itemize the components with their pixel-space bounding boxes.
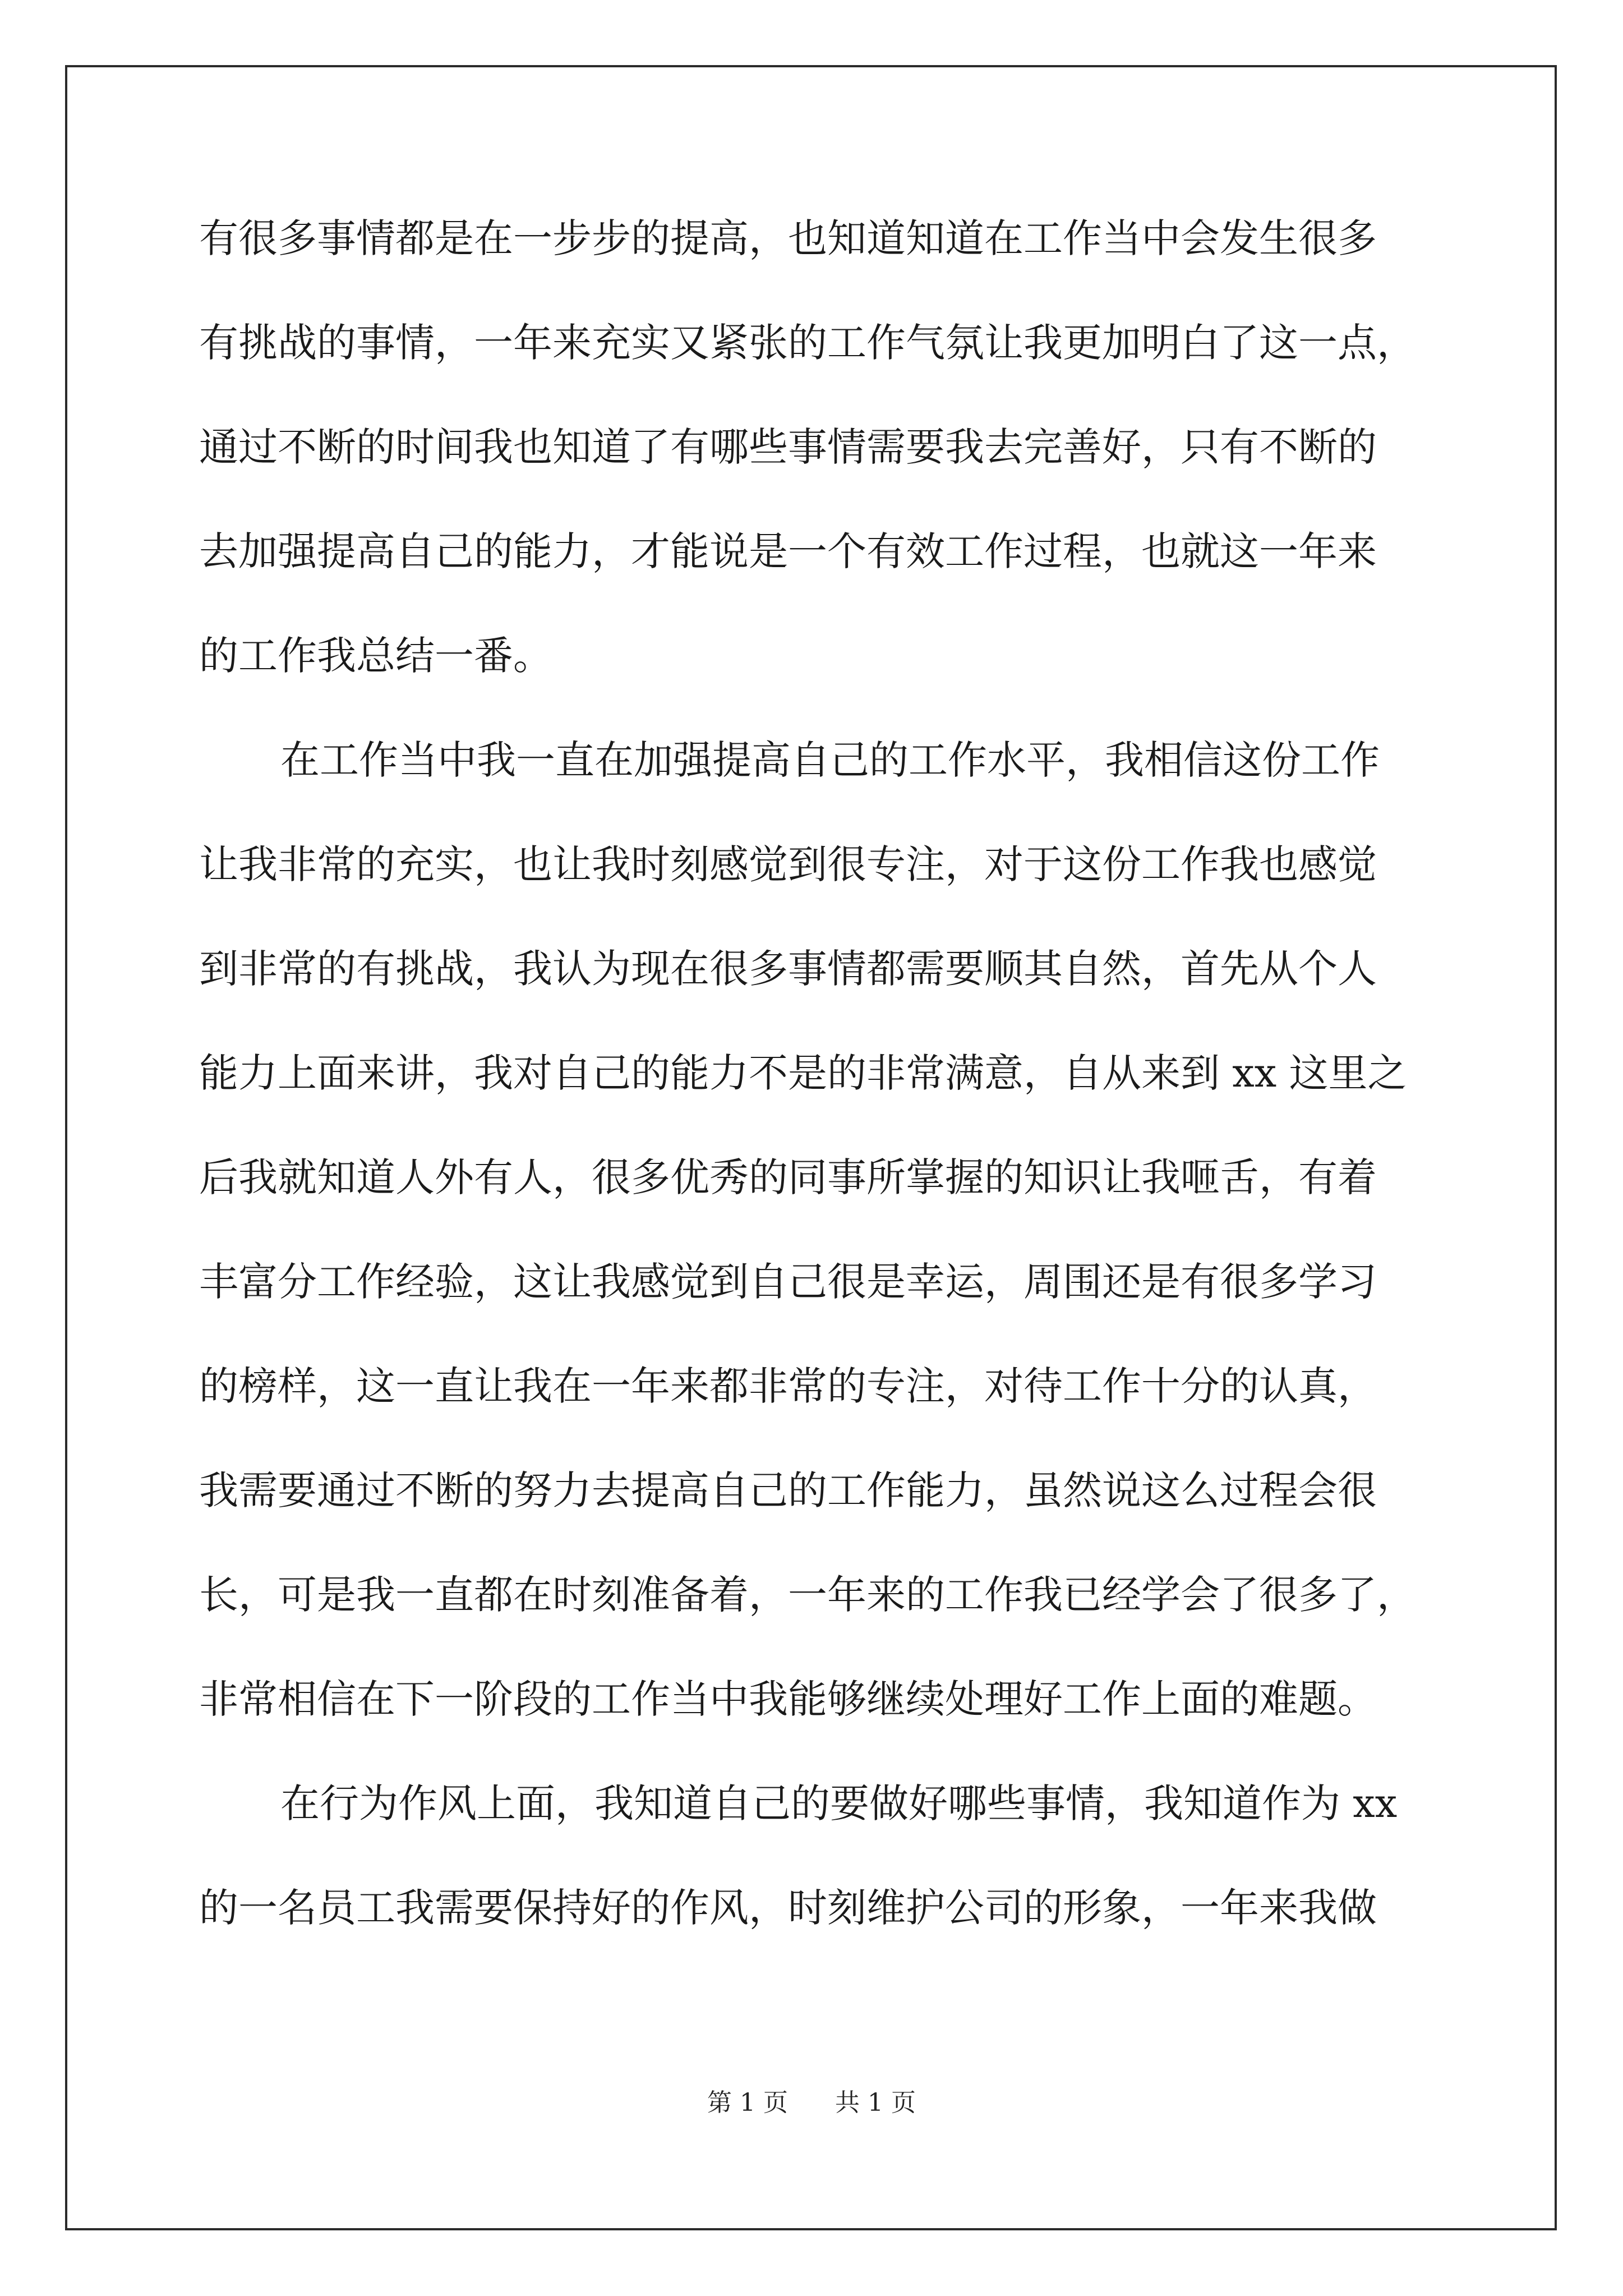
- paragraph-first-line: 在工作当中我一直在加强提高自己的工作水平，我相信这份工作: [280, 737, 1380, 783]
- page-footer: [0, 2082, 1623, 2118]
- text-line: 到非常的有挑战，我认为现在很多事情都需要顺其自然，首先从个人: [199, 946, 1377, 992]
- text-line: 有挑战的事情，一年来充实又紧张的工作气氛让我更加明白了这一点，: [199, 320, 1416, 366]
- text-line: 后我就知道人外有人，很多优秀的同事所掌握的知识让我咂舌，有着: [199, 1154, 1377, 1200]
- page-number: 第 1 页: [707, 2088, 788, 2117]
- text-line: 有很多事情都是在一步步的提高，也知道知道在工作当中会发生很多: [199, 215, 1377, 261]
- text-line: 让我非常的充实，也让我时刻感觉到很专注，对于这份工作我也感觉: [199, 841, 1377, 887]
- text-line: 的一名员工我需要保持好的作风，时刻维护公司的形象，一年来我做: [199, 1885, 1377, 1931]
- text-line: 的榜样，这一直让我在一年来都非常的专注，对待工作十分的认真，: [199, 1363, 1377, 1409]
- text-line: 丰富分工作经验，这让我感觉到自己很是幸运，周围还是有很多学习: [199, 1259, 1377, 1305]
- document-body: [199, 213, 1455, 1987]
- text-line: 非常相信在下一阶段的工作当中我能够继续处理好工作上面的难题。: [199, 1676, 1377, 1722]
- text-line: 的工作我总结一番。: [199, 633, 552, 679]
- text-line: 能力上面来讲，我对自己的能力不是的非常满意，自从来到 xx 这里之: [199, 1050, 1407, 1096]
- text-line: 通过不断的时间我也知道了有哪些事情需要我去完善好，只有不断的: [199, 424, 1377, 470]
- text-line: 我需要通过不断的努力去提高自己的工作能力，虽然说这么过程会很: [199, 1467, 1377, 1513]
- text-line: 长，可是我一直都在时刻准备着，一年来的工作我已经学会了很多了，: [199, 1572, 1416, 1618]
- page-count: 共 1 页: [835, 2088, 916, 2117]
- paragraph-first-line: 在行为作风上面，我知道自己的要做好哪些事情，我知道作为 xx: [280, 1780, 1398, 1826]
- text-line: 去加强提高自己的能力，才能说是一个有效工作过程，也就这一年来: [199, 528, 1377, 574]
